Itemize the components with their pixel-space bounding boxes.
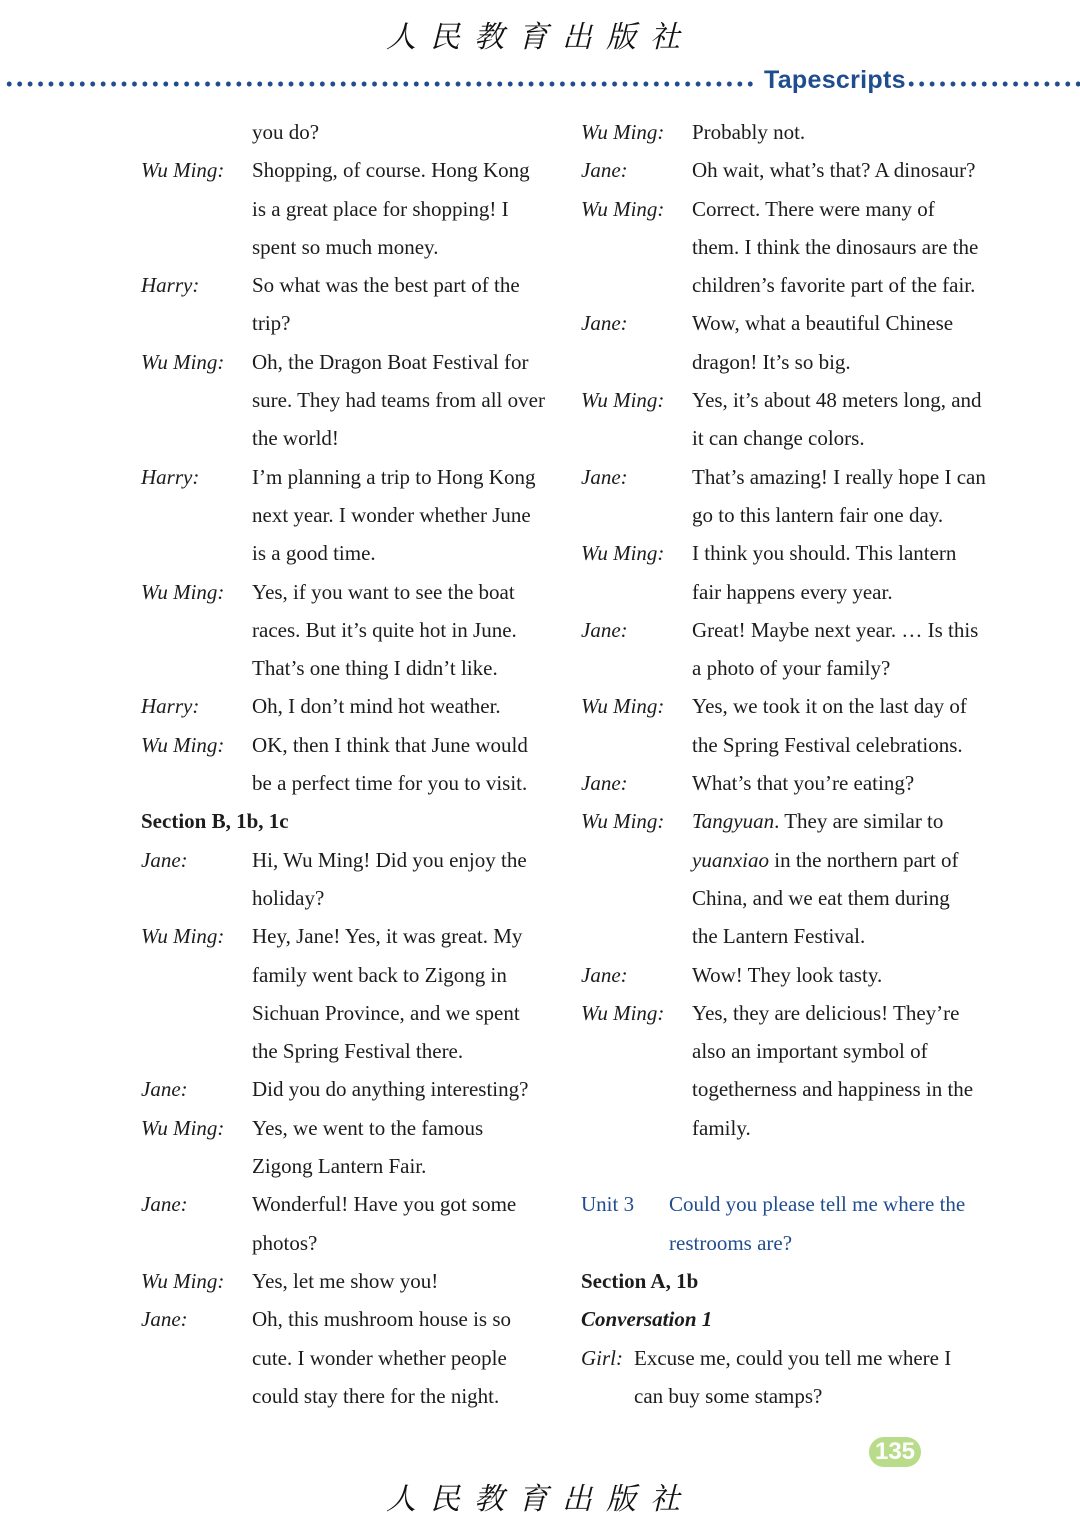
dialogue-line (581, 190, 1001, 305)
speaker-label: Wu Ming: (581, 809, 665, 834)
dialogue-line (581, 611, 1001, 688)
utterance (252, 1109, 561, 1186)
speaker-label: Wu Ming: (581, 196, 665, 221)
utterance-line: Yes, let me show you! (252, 1268, 439, 1293)
speaker-label (141, 113, 252, 151)
romanized-term: yuanxiao (692, 847, 769, 872)
utterance (692, 687, 1001, 764)
utterance (252, 113, 561, 151)
section-heading: Section B, 1b, 1c (141, 809, 289, 834)
utterance-line: go to this lantern fair one day. (692, 502, 944, 527)
utterance-line: Zigong Lantern Fair. (252, 1154, 427, 1179)
utterance (252, 1070, 561, 1108)
speaker-label: Jane: (581, 771, 628, 796)
utterance-line: trip? (252, 311, 291, 336)
utterance-line: Yes, they are delicious! They’re (692, 1000, 960, 1025)
utterance-line: Oh wait, what’s that? A dinosaur? (692, 158, 976, 183)
utterance (692, 534, 1001, 611)
utterance-line: photos? (252, 1230, 318, 1255)
utterance-line: Tangyuan. They are similar to (692, 809, 944, 834)
speaker-label: Wu Ming: (141, 158, 225, 183)
utterance-line: family went back to Zigong in (252, 962, 507, 987)
utterance (252, 1262, 561, 1300)
dialogue-line (581, 1339, 1001, 1416)
speaker-label: Wu Ming: (141, 349, 225, 374)
dialogue-line (581, 304, 1001, 381)
dialogue-line (141, 1109, 561, 1186)
speaker-label: Wu Ming: (581, 694, 665, 719)
speaker-label: Harry: (141, 273, 200, 298)
utterance (692, 190, 1001, 305)
unit-heading (581, 1185, 1001, 1262)
utterance (692, 956, 1001, 994)
utterance-line: Oh, the Dragon Boat Festival for (252, 349, 529, 374)
utterance-line: Shopping, of course. Hong Kong (252, 158, 530, 183)
utterance-line: is a good time. (252, 541, 376, 566)
utterance (692, 802, 1001, 955)
utterance-line: Wonderful! Have you got some (252, 1192, 517, 1217)
utterance-line: China, and we eat them during (692, 885, 950, 910)
utterance (692, 113, 1001, 151)
utterance-line: togetherness and happiness in the (692, 1077, 974, 1102)
utterance (252, 726, 561, 803)
dialogue-line (581, 687, 1001, 764)
dialogue-line (581, 113, 1001, 151)
utterance-line: family. (692, 1115, 751, 1140)
dialogue-line (581, 956, 1001, 994)
utterance-line: fair happens every year. (692, 579, 893, 604)
speaker-label: Wu Ming: (141, 1115, 225, 1140)
right-column (581, 113, 1001, 1415)
publisher-logo: 人民教育出版社 (386, 20, 694, 55)
dialogue-line (581, 534, 1001, 611)
utterance (634, 1339, 1001, 1416)
dialogue-line (141, 841, 561, 918)
utterance-line: So what was the best part of the (252, 273, 520, 298)
right-dialogue (581, 113, 1001, 1147)
utterance-line: Great! Maybe next year. … Is this (692, 617, 979, 642)
dialogue-line (581, 458, 1001, 535)
section-title: Tapescripts (764, 66, 906, 94)
utterance (252, 1300, 561, 1415)
utterance-line: Yes, it’s about 48 meters long, and (692, 388, 982, 413)
unit-label: Unit 3 (581, 1192, 635, 1217)
speaker-label: Wu Ming: (581, 388, 665, 413)
utterance-line: children’s favorite part of the fair. (692, 273, 976, 298)
utterance (252, 687, 561, 725)
utterance-line: the Spring Festival there. (252, 1039, 464, 1064)
utterance-line: the Spring Festival celebrations. (692, 732, 963, 757)
utterance-line: That’s one thing I didn’t like. (252, 656, 498, 681)
speaker-label: Jane: (141, 1192, 188, 1217)
publisher-logo: 人民教育出版社 (386, 1482, 694, 1517)
dialogue-line (141, 687, 561, 725)
utterance (692, 611, 1001, 688)
utterance-line: Oh, I don’t mind hot weather. (252, 694, 501, 719)
speaker-label: Harry: (141, 464, 200, 489)
speaker-label: Jane: (141, 1077, 188, 1102)
utterance (692, 994, 1001, 1147)
utterance-line: the world! (252, 426, 339, 451)
speaker-label: Wu Ming: (581, 120, 665, 144)
utterance-line: be a perfect time for you to visit. (252, 771, 528, 796)
speaker-label: Jane: (581, 311, 628, 336)
utterance-line: Did you do anything interesting? (252, 1077, 529, 1102)
dialogue-line (141, 343, 561, 458)
dialogue-line (141, 1070, 561, 1108)
utterance-line: you do? (252, 120, 320, 144)
utterance (252, 573, 561, 688)
speaker-label: Jane: (581, 464, 628, 489)
utterance-line: Wow, what a beautiful Chinese (692, 311, 954, 336)
speaker-label: Harry: (141, 694, 200, 719)
dialogue-line (141, 1185, 561, 1262)
spacer (581, 1147, 1001, 1185)
utterance-line: dragon! It’s so big. (692, 349, 851, 374)
utterance-line: next year. I wonder whether June (252, 502, 531, 527)
utterance-line: races. But it’s quite hot in June. (252, 617, 517, 642)
utterance-line: can buy some stamps? (634, 1383, 823, 1408)
dialogue-line (141, 266, 561, 343)
dotted-rule (906, 81, 1080, 87)
utterance-line: yuanxiao in the northern part of (692, 847, 959, 872)
unit-title-line: restrooms are? (669, 1230, 793, 1255)
dialogue-line (141, 113, 561, 151)
utterance-line: OK, then I think that June would (252, 732, 528, 757)
speaker-label: Jane: (581, 617, 628, 642)
dialogue-line (141, 151, 561, 266)
utterance-line: spent so much money. (252, 234, 439, 259)
dialogue-line (141, 917, 561, 1070)
page-header (0, 66, 1080, 100)
speaker-label: Wu Ming: (141, 732, 225, 757)
utterance-line: Probably not. (692, 120, 806, 144)
page-number-badge: 135 (869, 1437, 921, 1467)
speaker-label: Wu Ming: (141, 1268, 225, 1293)
utterance (252, 1185, 561, 1262)
utterance-line: Yes, if you want to see the boat (252, 579, 515, 604)
utterance-line: I think you should. This lantern (692, 541, 957, 566)
dialogue-line (141, 1262, 561, 1300)
speaker-label: Jane: (581, 962, 628, 987)
dialogue-line (141, 1300, 561, 1415)
utterance-line: a photo of your family? (692, 656, 891, 681)
conversation-label: Conversation 1 (581, 1307, 713, 1332)
dialogue-line (581, 151, 1001, 189)
utterance (252, 841, 561, 918)
dialogue-line (141, 458, 561, 573)
utterance-line: them. I think the dinosaurs are the (692, 234, 979, 259)
utterance (692, 458, 1001, 535)
utterance-line: Excuse me, could you tell me where I (634, 1345, 952, 1370)
utterance-line: sure. They had teams from all over (252, 388, 545, 413)
utterance (252, 917, 561, 1070)
dialogue-line (141, 726, 561, 803)
dialogue-line (581, 764, 1001, 802)
utterance-line: I’m planning a trip to Hong Kong (252, 464, 536, 489)
utterance (692, 764, 1001, 802)
utterance-line: Hey, Jane! Yes, it was great. My (252, 924, 523, 949)
utterance-line: Correct. There were many of (692, 196, 935, 221)
utterance-line: Yes, we went to the famous (252, 1115, 484, 1140)
utterance-line: holiday? (252, 885, 325, 910)
utterance-line: Oh, this mushroom house is so (252, 1307, 512, 1332)
utterance-line: is a great place for shopping! I (252, 196, 509, 221)
utterance-line: Sichuan Province, and we spent (252, 1000, 520, 1025)
utterance (252, 266, 561, 343)
unit-title (669, 1185, 965, 1262)
speaker-label: Jane: (141, 847, 188, 872)
utterance-line: could stay there for the night. (252, 1383, 500, 1408)
utterance-line: Wow! They look tasty. (692, 962, 883, 987)
section-heading: Section A, 1b (581, 1268, 699, 1293)
utterance-line: Hi, Wu Ming! Did you enjoy the (252, 847, 527, 872)
dialogue-line (581, 994, 1001, 1147)
utterance (692, 151, 1001, 189)
unit-title-line: Could you please tell me where the (669, 1192, 966, 1217)
speaker-label: Wu Ming: (141, 924, 225, 949)
speaker-label: Jane: (141, 1307, 188, 1332)
utterance (252, 343, 561, 458)
utterance-line: also an important symbol of (692, 1039, 928, 1064)
utterance-line: What’s that you’re eating? (692, 771, 915, 796)
speaker-label: Wu Ming: (141, 579, 225, 604)
speaker-label: Girl: (581, 1345, 623, 1370)
dialogue-line (141, 573, 561, 688)
utterance (692, 304, 1001, 381)
utterance-line: Yes, we took it on the last day of (692, 694, 967, 719)
dialogue-line (581, 381, 1001, 458)
dotted-rule (4, 81, 756, 87)
utterance (692, 381, 1001, 458)
utterance (252, 458, 561, 573)
utterance-line: cute. I wonder whether people (252, 1345, 507, 1370)
utterance-line: the Lantern Festival. (692, 924, 866, 949)
utterance-line: That’s amazing! I really hope I can (692, 464, 986, 489)
speaker-label: Wu Ming: (581, 541, 665, 566)
utterance-line: it can change colors. (692, 426, 865, 451)
speaker-label: Wu Ming: (581, 1000, 665, 1025)
romanized-term: Tangyuan (692, 809, 775, 834)
dialogue-line (581, 802, 1001, 955)
utterance (252, 151, 561, 266)
speaker-label: Jane: (581, 158, 628, 183)
left-column (141, 113, 561, 1415)
